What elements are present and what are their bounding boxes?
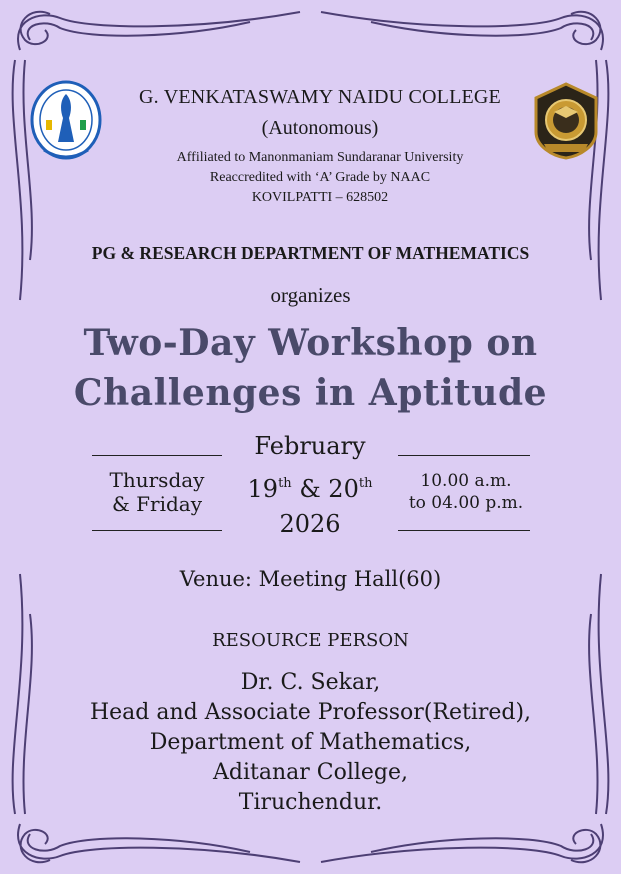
resource-person-line: Head and Associate Professor(Retired), <box>89 700 532 725</box>
location-text: KOVILPATTI – 628502 <box>251 190 389 205</box>
event-time-line1: 10.00 a.m. <box>420 471 512 491</box>
autonomous-label: (Autonomous) <box>261 117 379 139</box>
event-time-line2: to 04.00 p.m. <box>408 493 524 513</box>
date-start: 19 <box>247 475 279 503</box>
event-days <box>92 468 222 516</box>
college-name: G. VENKATASWAMY NAIDU COLLEGE <box>139 86 501 108</box>
divider-line <box>92 530 222 531</box>
resource-person-line: Aditanar College, <box>212 760 409 785</box>
organizes-text: organizes <box>270 283 351 307</box>
date-start-suffix: th <box>278 476 292 491</box>
event-year: 2026 <box>279 510 341 538</box>
date-joiner: & 20 <box>291 475 359 503</box>
resource-person-line: Tiruchendur. <box>238 790 383 815</box>
event-day-line1: Thursday <box>109 468 205 492</box>
divider-line <box>92 455 222 456</box>
event-dates <box>225 475 395 503</box>
venue-text: Venue: Meeting Hall(60) <box>179 567 442 591</box>
resource-person-line: Dr. C. Sekar, <box>240 670 381 695</box>
event-title-line2: Challenges in Aptitude <box>73 372 548 414</box>
resource-person-line: Department of Mathematics, <box>149 730 472 755</box>
event-title-line1: Two-Day Workshop on <box>83 322 538 364</box>
divider-line <box>398 530 530 531</box>
event-time <box>396 470 536 514</box>
resource-person-heading: RESOURCE PERSON <box>212 630 409 651</box>
divider-line <box>398 455 530 456</box>
date-end-suffix: th <box>358 476 373 491</box>
affiliation-text: Affiliated to Manonmaniam Sundaranar University <box>176 150 464 165</box>
accreditation-text: Reaccredited with ‘A’ Grade by NAAC <box>209 170 431 185</box>
event-month: February <box>254 432 366 460</box>
event-day-line2: & Friday <box>111 492 203 516</box>
department-name: PG & RESEARCH DEPARTMENT OF MATHEMATICS <box>91 243 530 263</box>
